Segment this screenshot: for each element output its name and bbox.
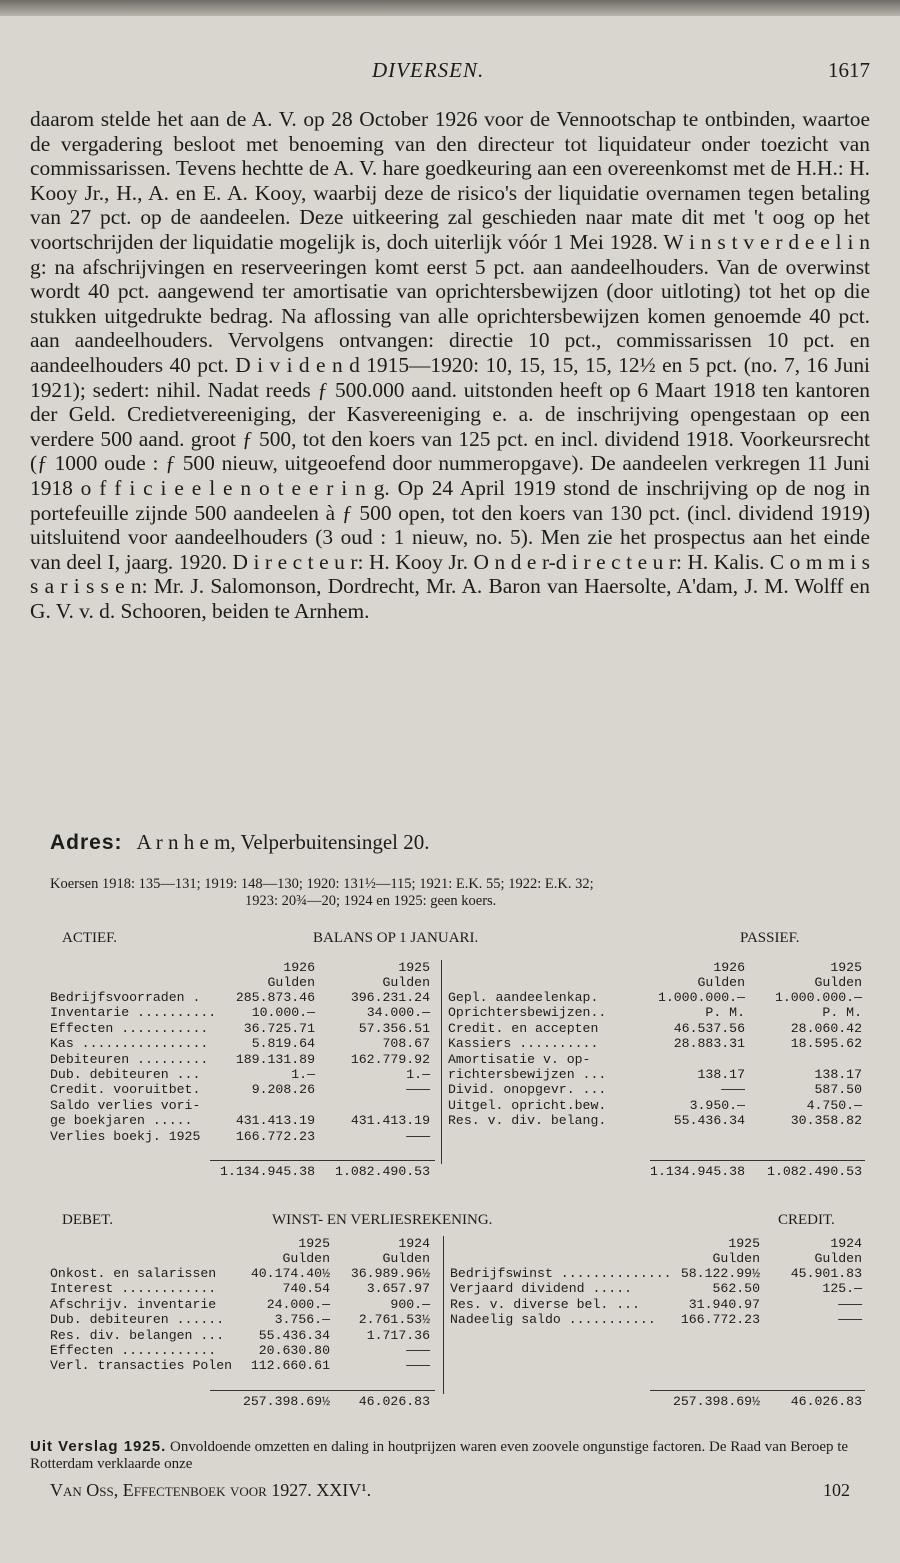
table-cell: ——— xyxy=(406,1082,430,1098)
table-row-label: Verlies boekj. 1925 xyxy=(50,1128,201,1144)
unit-d: Gulden xyxy=(814,1251,862,1266)
table-cell: 740.54 xyxy=(282,1281,330,1297)
credit-label: CREDIT. xyxy=(778,1212,835,1228)
table-cell: 166.772.23 xyxy=(680,1312,760,1328)
table-cell: 10.000.— xyxy=(251,1005,315,1021)
table-row-label: Divid. onopgevr. ... xyxy=(448,1082,607,1098)
table-cell: P. M. xyxy=(822,1005,862,1021)
table-cell: 36.725.71 xyxy=(243,1020,315,1036)
table-row-label: Uitgel. opricht.bew. xyxy=(448,1097,607,1113)
year-d: 1924 xyxy=(830,1236,862,1251)
page-footer xyxy=(50,1480,850,1501)
price-history xyxy=(50,876,880,910)
table-row-label: Verl. transacties Polen xyxy=(50,1358,233,1374)
table-cell: 5.819.64 xyxy=(251,1036,315,1052)
table-cell: 31.940.97 xyxy=(688,1296,760,1312)
table-row-label: Interest ............ xyxy=(50,1281,217,1297)
table-cell: 1.— xyxy=(291,1067,315,1082)
table-row-label: ge boekjaren ..... xyxy=(50,1113,193,1129)
table-cell: 138.17 xyxy=(697,1067,745,1082)
table-row-label: Kas ................ xyxy=(50,1036,209,1052)
table-row-label: Res. v. diverse bel. ... xyxy=(450,1296,640,1312)
table-cell: 9.208.26 xyxy=(251,1082,315,1098)
table-cell: 431.413.19 xyxy=(235,1113,315,1129)
unit-a: Gulden xyxy=(282,1251,330,1266)
unit-a: Gulden xyxy=(267,975,315,990)
table-cell: 1.000.000.— xyxy=(774,990,862,1005)
table-row-label: Inventarie .......... xyxy=(50,1005,217,1021)
table-cell: 34.000.— xyxy=(366,1005,430,1021)
footnote-label: Uit Verslag 1925. xyxy=(30,1438,167,1455)
address-label: Adres: xyxy=(50,831,123,854)
table-row-label: Verjaard dividend ..... xyxy=(450,1281,633,1297)
total-cell: 1.134.945.38 xyxy=(650,1164,745,1179)
winst-title: WINST- EN VERLIESREKENING. xyxy=(272,1212,493,1228)
table-row-label: Credit. vooruitbet. xyxy=(50,1082,201,1098)
passief-label: PASSIEF. xyxy=(740,930,800,946)
total-cell: 1.082.490.53 xyxy=(767,1164,862,1179)
total-cell: 257.398.69½ xyxy=(242,1393,330,1409)
table-cell: 562.50 xyxy=(712,1281,760,1297)
body-paragraph: daarom stelde het aan de A. V. op 28 October 1926 voor de Vennootschap te ontbinden, waartoe de vergadering besloot met benoeming van den directeur tot liquidateur onder toezicht van commissarissen. Tevens hechtte de A. V. hare goedkeuring aan een overeenkomst met de H.H.: H. Kooy Jr., H., A. en E. A. Kooy, waarbij deze de risico's der liquidatie overnamen tegen betaling van 27 pct. op de aandeelen. Deze uitkeering zal geschieden naar mate dit met 't oog op het voortschrijden der liquidatie mogelijk is, doch uiterlijk vóór 1 Mei 1928. W i n s t v e r d e e l i n g: na afschrijvingen en reserveeringen komt eerst 5 pct. aan aandeelhouders. Van de overwinst wordt 40 pct. aangewend ter amortisatie van oprichtersbewijzen (door uitloting) tot het op die stukken uitgedrukte bedrag. Na aflossing van alle oprichtersbewijzen komen genoemde 40 pct. aan aandeelhouders. Vervolgens ontvangen: directie 10 pct., commissarissen 10 pct. en aandeelhouders 40 pct. D i v i d e n d 1915—1920: 10, 15, 15, 15, 12½ en 5 pct. (no. 7, 16 Juni 1921); sedert: nihil. Nadat reeds ƒ 500.000 aand. uitstonden heeft op 6 Maart 1918 ten kantoren der Geld. Credietvereeniging, der Kasvereeniging e. a. de inschrijving opengestaan op een verdere 500 aand. groot ƒ 500, tot den koers van 125 pct. en incl. dividend 1918. Voorkeursrecht (ƒ 1000 oude : ƒ 500 nieuw, uitgeoefend door nummeropgave). De aandeelen verkregen 11 Juni 1918 o f f i c i e e l e n o t e e r i n g. Op 24 April 1919 stond de inschrijving op de nog in portefeuille zijnde 500 aandeelen à ƒ 500 open, tot den koers van 130 pct. (incl. dividend 1919) uitsluitend voor aandeelhouders (3 oud : 1 nieuw, no. 5). Men zie het prospectus aan het einde van deel I, jaarg. 1920. D i r e c t e u r: H. Kooy Jr. O n d e r-d i r e c t e u r: H. Kalis. C o m m i s s a r i s s e n: Mr. J. Salomonson, Dordrecht, Mr. A. Baron van Haersolte, A'dam, J. M. Wolff en G. V. v. d. Schooren, beiden te Arnhem. xyxy=(30,107,870,623)
table-cell: 36.989.96½ xyxy=(350,1266,430,1281)
footnote-text: Onvoldoende omzetten en daling in houtprijzen waren even zoovele ongunstige factoren. De Raad van Beroep te Rotterdam verklaarde onze xyxy=(30,1439,849,1472)
table-cell: ——— xyxy=(838,1312,862,1328)
table-cell: 3.657.97 xyxy=(366,1281,430,1297)
table-row-label: Dub. debiteuren ... xyxy=(50,1067,201,1082)
total-cell: 1.082.490.53 xyxy=(335,1164,430,1179)
price-line-2: 1923: 20¾—20; 1924 en 1925: geen koers. xyxy=(245,893,497,909)
table-cell: 900.— xyxy=(390,1296,430,1312)
table-cell: 57.356.51 xyxy=(358,1020,430,1036)
table-cell: ——— xyxy=(406,1343,430,1358)
table-cell: 112.660.61 xyxy=(250,1358,330,1374)
table-cell: 2.761.53½ xyxy=(358,1312,430,1328)
table-row-label: Saldo verlies vori- xyxy=(50,1097,201,1113)
year-d: 1925 xyxy=(830,960,862,975)
total-cell: 257.398.69½ xyxy=(672,1393,760,1409)
table-row-label: Dub. debiteuren ...... xyxy=(50,1312,225,1328)
table-cell: 24.000.— xyxy=(266,1296,330,1312)
table-cell: 4.750.— xyxy=(806,1097,862,1113)
table-cell: 55.436.34 xyxy=(673,1113,745,1129)
total-cell: 46.026.83 xyxy=(358,1393,430,1409)
price-line-1: Koersen 1918: 135—131; 1919: 148—130; 1920: 131½—115; 1921: E.K. 55; 1922: E.K. 32; xyxy=(50,876,594,892)
table-row-label: Effecten ............ xyxy=(50,1343,217,1358)
table-cell: ——— xyxy=(406,1358,430,1374)
unit-b: Gulden xyxy=(382,1251,430,1266)
actief-label: ACTIEF. xyxy=(62,930,118,946)
table-row-label: Res. div. belangen ... xyxy=(50,1327,225,1343)
total-rule xyxy=(210,1390,435,1391)
table-row-label: Gepl. aandeelenkap. xyxy=(448,990,599,1005)
table-cell: 189.131.89 xyxy=(235,1051,315,1067)
table-cell: 587.50 xyxy=(814,1082,862,1098)
table-cell: 18.595.62 xyxy=(790,1036,862,1052)
unit-c: Gulden xyxy=(697,975,745,990)
table-cell: ——— xyxy=(721,1082,745,1098)
address-value: A r n h e m, Velperbuitensingel 20. xyxy=(136,830,430,854)
table-row-label: Res. v. div. belang. xyxy=(448,1113,607,1129)
table-row-label: Debiteuren ......... xyxy=(50,1051,209,1067)
table-cell: 20.630.80 xyxy=(258,1343,330,1358)
table-row-label: Credit. en accepten xyxy=(448,1020,599,1036)
table-cell: 1.717.36 xyxy=(366,1327,430,1343)
table-cell: P. M. xyxy=(705,1005,745,1021)
total-cell: 46.026.83 xyxy=(790,1393,862,1409)
table-cell: 55.436.34 xyxy=(258,1327,330,1343)
address-line xyxy=(50,830,430,855)
section-title: DIVERSEN. xyxy=(372,58,485,82)
body-text xyxy=(30,107,870,623)
table-row-label: Bedrijfsvoorraden . xyxy=(50,990,201,1005)
year-c: 1925 xyxy=(728,1236,760,1251)
table-cell: 3.950.— xyxy=(689,1097,745,1113)
debet-label: DEBET. xyxy=(62,1212,113,1228)
page-number: 1617 xyxy=(828,58,870,82)
year-b: 1925 xyxy=(398,960,430,975)
table-cell: ——— xyxy=(406,1128,430,1144)
year-c: 1926 xyxy=(713,960,745,975)
total-rule xyxy=(210,1160,435,1161)
total-rule xyxy=(650,1160,865,1161)
table-cell: ——— xyxy=(838,1296,862,1312)
table-cell: 125.— xyxy=(822,1281,862,1297)
table-cell: 45.901.83 xyxy=(790,1266,862,1281)
table-row-label: Bedrijfswinst .............. xyxy=(450,1266,672,1281)
table-cell: 3.756.— xyxy=(274,1312,330,1328)
table-cell: 138.17 xyxy=(814,1067,862,1082)
table-row-label: Nadeelig saldo ........... xyxy=(450,1312,656,1328)
year-a: 1925 xyxy=(298,1236,330,1251)
table-cell: 285.873.46 xyxy=(235,990,315,1005)
table-cell: 166.772.23 xyxy=(235,1128,315,1144)
balans-title: BALANS OP 1 JANUARI. xyxy=(313,930,479,946)
table-row-label: Kassiers .......... xyxy=(448,1036,599,1052)
table-row-label: Onkost. en salarissen xyxy=(50,1266,217,1281)
column-divider xyxy=(443,1236,444,1394)
unit-c: Gulden xyxy=(712,1251,760,1266)
year-a: 1926 xyxy=(283,960,315,975)
table-cell: 28.060.42 xyxy=(790,1020,862,1036)
table-cell: 58.122.99½ xyxy=(680,1266,760,1281)
table-cell: 28.883.31 xyxy=(673,1036,745,1052)
table-row-label: Effecten ........... xyxy=(50,1020,209,1036)
table-cell: 1.— xyxy=(406,1067,430,1082)
table-cell: 708.67 xyxy=(382,1036,430,1052)
unit-b: Gulden xyxy=(382,975,430,990)
column-divider xyxy=(441,960,442,1164)
footer-source: Van Oss, Effectenboek voor 1927. XXIV¹. xyxy=(50,1480,372,1500)
table-cell: 46.537.56 xyxy=(673,1020,745,1036)
total-cell: 1.134.945.38 xyxy=(220,1164,315,1179)
table-cell: 162.779.92 xyxy=(350,1051,430,1067)
unit-d: Gulden xyxy=(814,975,862,990)
total-rule xyxy=(650,1390,865,1391)
table-cell: 431.413.19 xyxy=(350,1113,430,1129)
table-cell: 40.174.40½ xyxy=(250,1266,330,1281)
footer-number: 102 xyxy=(823,1480,850,1500)
table-cell: 1.000.000.— xyxy=(657,990,745,1005)
table-cell: 30.358.82 xyxy=(790,1113,862,1129)
footnote xyxy=(30,1438,870,1473)
scan-top-edge xyxy=(0,0,900,16)
table-row-label: Afschrijv. inventarie xyxy=(50,1296,217,1312)
table-cell: 396.231.24 xyxy=(350,990,430,1005)
page-header xyxy=(0,58,900,88)
table-row-label: Amortisatie v. op- xyxy=(448,1051,591,1067)
table-row-label: Oprichtersbewijzen.. xyxy=(448,1005,607,1021)
table-row-label: richtersbewijzen ... xyxy=(448,1067,607,1082)
year-b: 1924 xyxy=(398,1236,430,1251)
